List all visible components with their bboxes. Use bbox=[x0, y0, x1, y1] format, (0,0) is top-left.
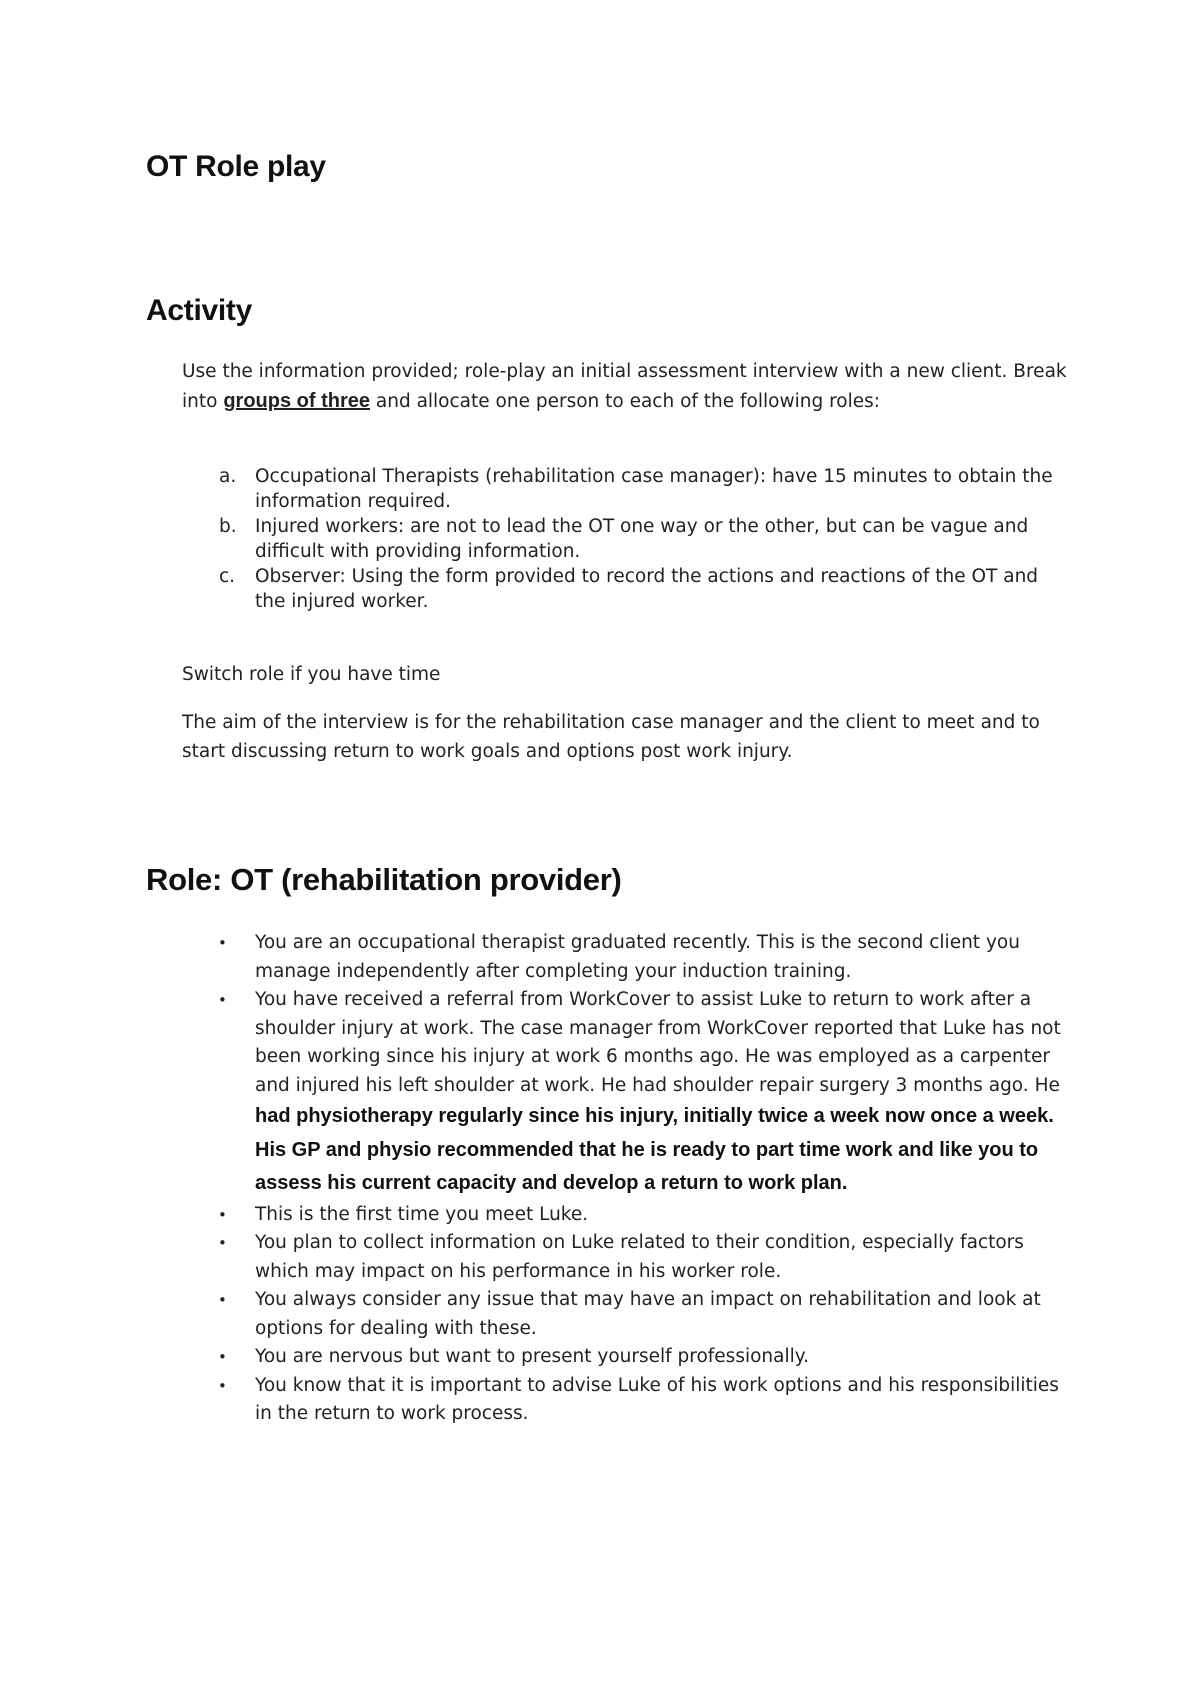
list-item bbox=[182, 1286, 1072, 1343]
list-item-text: Injured workers: are not to lead the OT one way or the other, but can be vague and difficult with providing information. bbox=[255, 516, 1029, 562]
list-item bbox=[182, 986, 1072, 1201]
bold-emphasis: had physiotherapy regularly since his injury, initially twice a week now once a week. His GP and physio recommended that he is ready to part time work and like you to assess his current capacity and develop a return to work plan. bbox=[255, 1105, 1054, 1194]
list-item-text: Observer: Using the form provided to record the actions and reactions of the OT and the injured worker. bbox=[255, 566, 1039, 612]
intro-text-start: Use the information provided; role-play an initial assessment interview with a new client. Break into bbox=[182, 361, 1067, 412]
activity-intro bbox=[182, 358, 1072, 416]
role-heading: Role: OT (rehabilitation provider) bbox=[146, 862, 622, 897]
list-item bbox=[182, 1229, 1072, 1286]
list-item-text: Occupational Therapists (rehabilitation case manager): have 15 minutes to obtain the information required. bbox=[255, 466, 1053, 512]
list-item bbox=[182, 464, 1072, 514]
bullet-icon: • bbox=[218, 1234, 227, 1252]
list-item bbox=[182, 1372, 1072, 1429]
role-bullets bbox=[182, 929, 1072, 1429]
list-item bbox=[182, 564, 1072, 614]
bullet-icon: • bbox=[218, 991, 227, 1009]
list-item bbox=[182, 1201, 1072, 1230]
page-title: OT Role play bbox=[146, 150, 326, 183]
list-item bbox=[182, 514, 1072, 564]
list-marker: a. bbox=[219, 466, 237, 487]
activity-heading: Activity bbox=[146, 294, 252, 327]
list-item-text: You are nervous but want to present yourself professionally. bbox=[255, 1346, 809, 1367]
list-item-text: You have received a referral from WorkCover to assist Luke to return to work after a shoulder injury at work. The case manager from WorkCover reported that Luke has not been working since his injury at work 6 months ago. He was employed as a carpenter and injured his left shoulder at work. He had shoulder repair surgery 3 months ago. He bbox=[255, 989, 1061, 1096]
list-item-text: You plan to collect information on Luke related to their condition, especially factors which may impact on his performance in his worker role. bbox=[255, 1232, 1024, 1282]
list-item-text: You always consider any issue that may have an impact on rehabilitation and look at options for dealing with these. bbox=[255, 1289, 1041, 1339]
bullet-icon: • bbox=[218, 1291, 227, 1309]
bullet-icon: • bbox=[218, 1205, 227, 1224]
list-marker: c. bbox=[219, 566, 236, 587]
list-item bbox=[182, 1343, 1072, 1372]
list-item bbox=[182, 929, 1072, 986]
bullet-icon: • bbox=[218, 934, 227, 952]
interview-aim: The aim of the interview is for the rehabilitation case manager and the client to meet and to start discussing return to work goals and options post work injury. bbox=[182, 712, 1040, 762]
intro-text-end: and allocate one person to each of the following roles: bbox=[370, 390, 880, 412]
list-item-text: This is the first time you meet Luke. bbox=[255, 1203, 589, 1225]
list-item-text: You are an occupational therapist graduated recently. This is the second client you manage independently after completing your induction training. bbox=[255, 932, 1020, 982]
roles-list bbox=[182, 464, 1072, 614]
list-marker: b. bbox=[219, 516, 237, 537]
switch-note: Switch role if you have time bbox=[182, 664, 441, 685]
groups-emphasis: groups of three bbox=[223, 389, 370, 412]
list-item-text: You know that it is important to advise Luke of his work options and his responsibilities in the return to work process. bbox=[255, 1374, 1059, 1424]
bullet-icon: • bbox=[218, 1348, 227, 1366]
bullet-icon: • bbox=[218, 1376, 227, 1395]
